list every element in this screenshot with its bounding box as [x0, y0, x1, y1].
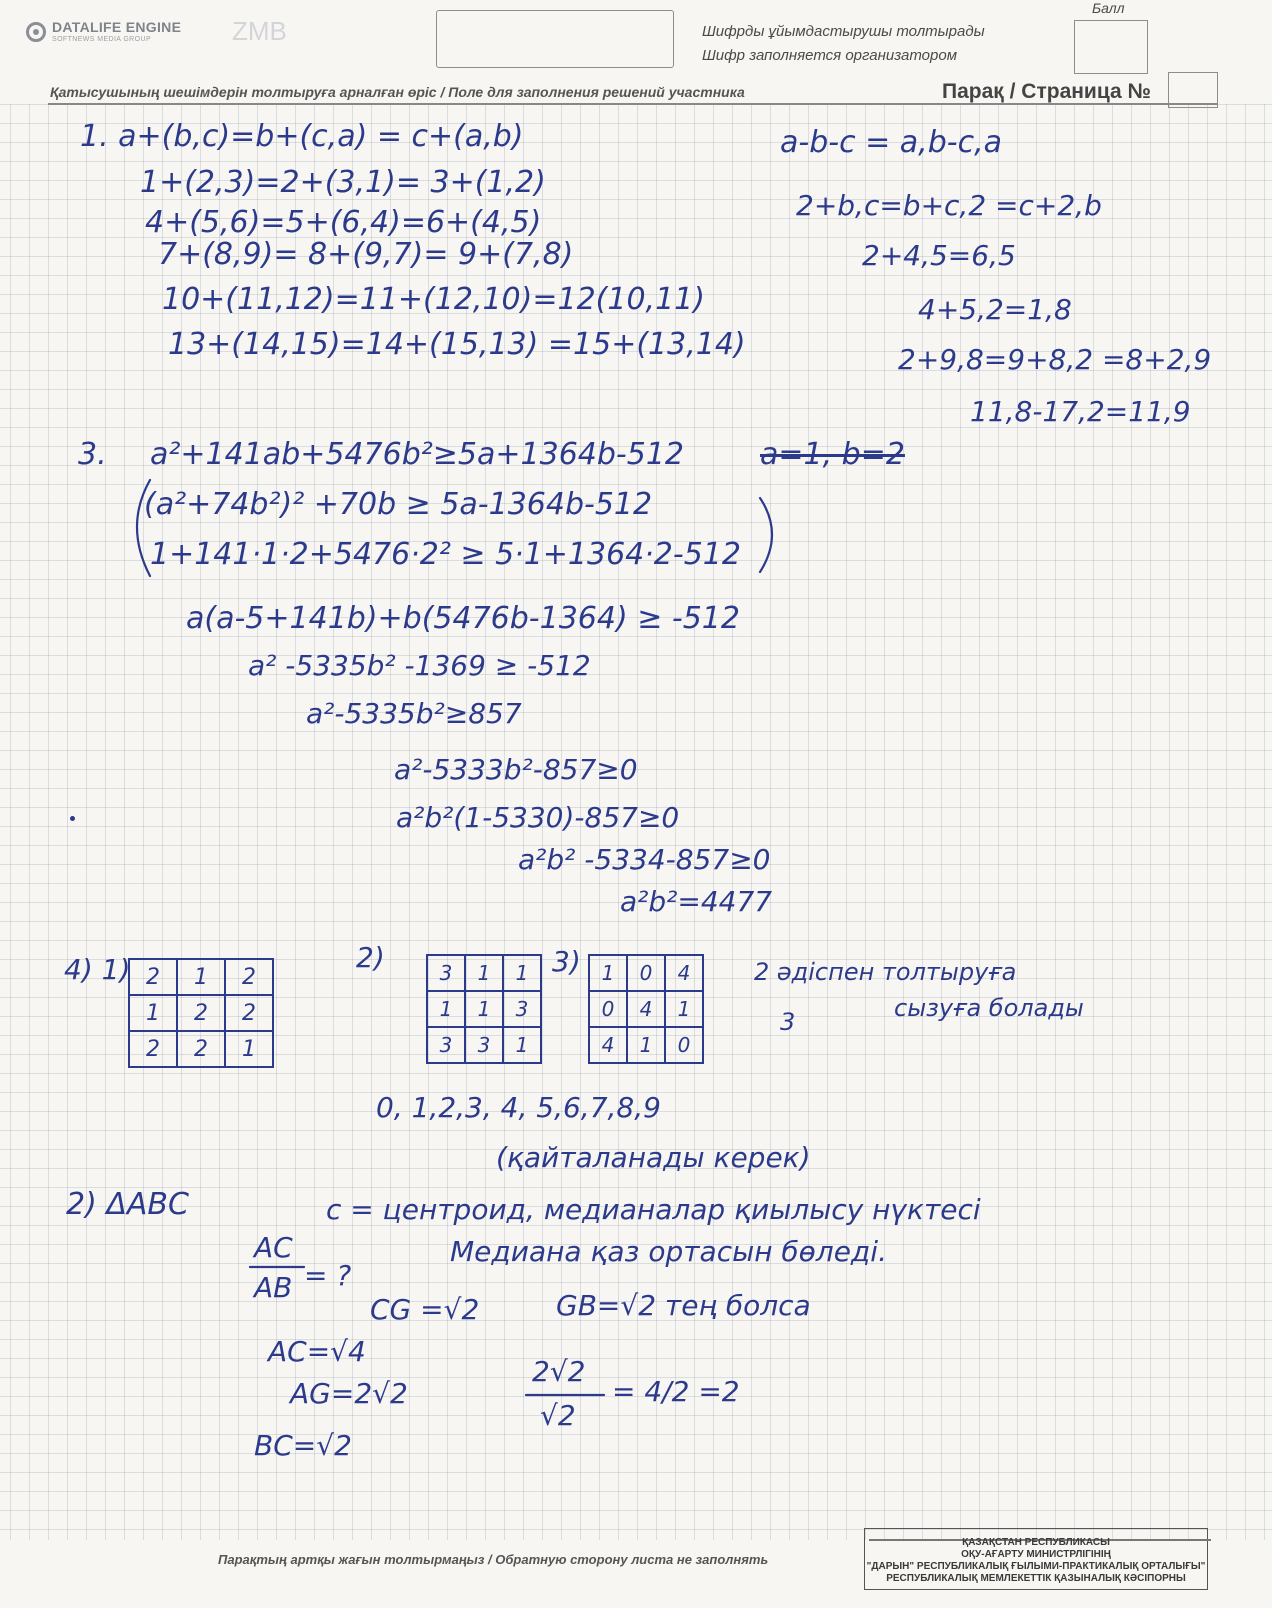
datalife-logo: [26, 20, 181, 43]
p2-ag: AG=2√2: [290, 1377, 408, 1410]
p1-line-1: 1. a+(b,c)=b+(c,a) = c+(a,b): [80, 119, 524, 154]
p1-right-5: 2+9,8=9+8,2 =8+2,9: [898, 343, 1212, 376]
p2-result-bottom: √2: [540, 1399, 576, 1432]
cipher-line-ru: Шифр заполняется организатором: [702, 47, 957, 64]
p4-grid-2: [426, 954, 542, 1064]
p3-line-inequality: a²+141ab+5476b²≥5a+1364b-512: [150, 437, 685, 472]
p2-result-bar: [524, 1392, 608, 1398]
grid-cell: 2: [177, 1031, 225, 1067]
grid-cell: 3: [427, 955, 465, 991]
grid-cell: 0: [589, 991, 627, 1027]
p1-line-6: 13+(14,15)=14+(15,13) =15+(13,14): [168, 327, 746, 362]
grid-cell: 1: [427, 991, 465, 1027]
grid-cell: 2: [129, 959, 177, 995]
grid-cell: 1: [129, 995, 177, 1031]
grid-cell: 4: [589, 1027, 627, 1063]
grid-cell: 2: [129, 1031, 177, 1067]
watermark: ZMB: [232, 16, 287, 46]
grid-cell: 2: [225, 995, 273, 1031]
grid-cell: 3: [465, 1027, 503, 1063]
logo-subtitle: SOFTNEWS MEDIA GROUP: [52, 36, 152, 43]
p2-frac-bottom: AB: [254, 1271, 293, 1304]
p1-line-5: 10+(11,12)=11+(12,10)=12(10,11): [162, 282, 705, 317]
p3-values: a=1, b=2: [760, 437, 905, 472]
grid-cell: 1: [465, 991, 503, 1027]
logo-title: DATALIFE ENGINE: [52, 19, 182, 35]
p3-line-10: a²b²=4477: [620, 885, 773, 918]
p2-cg: CG =√2: [370, 1293, 480, 1326]
p2-result-top: 2√2: [532, 1355, 586, 1388]
cipher-box: [436, 10, 674, 68]
grid-cell: 1: [225, 1031, 273, 1067]
grid-cell: 3: [427, 1027, 465, 1063]
p4-number: 4) 1): [64, 953, 131, 986]
p1-right-6: 11,8-17,2=11,9: [970, 395, 1191, 428]
ink-dot: [70, 816, 75, 821]
p4-caption: (қайталанады керек): [496, 1141, 811, 1174]
grid-cell: 3: [503, 991, 541, 1027]
p2-line-centroid: c = центроид, медианалар қиылысу нүктесі: [326, 1193, 981, 1226]
organization-stamp: [864, 1528, 1208, 1590]
p1-line-3: 4+(5,6)=5+(6,4)=6+(4,5): [145, 205, 542, 240]
p3-line-7: a²-5333b²-857≥0: [394, 753, 638, 786]
p2-header: 2) ΔABC: [66, 1187, 189, 1222]
grid-cell: 1: [503, 955, 541, 991]
grid-cell: 1: [627, 1027, 665, 1063]
p1-line-2: 1+(2,3)=2+(3,1)= 3+(1,2): [140, 165, 546, 200]
p1-right-4: 4+5,2=1,8: [918, 293, 1072, 326]
cipher-instructions: [702, 20, 985, 68]
p3-line-3: 1+141·1·2+5476·2² ≥ 5·1+1364·2-512: [150, 537, 741, 572]
p2-frac-top: AC: [254, 1231, 293, 1264]
cipher-line-kz: Шифрды ұйымдастырушы толтырады: [702, 23, 985, 40]
grid-cell: 1: [503, 1027, 541, 1063]
p2-frac-bar: [248, 1264, 308, 1270]
p4-note-3: сызуға болады: [894, 994, 1084, 1022]
p2-line-median: Медиана қаз ортасын бөледі.: [450, 1235, 887, 1268]
p4-number-2: 2): [356, 941, 385, 974]
p2-gb: GB=√2 тең болса: [556, 1289, 811, 1322]
stamp-line: РЕСПУБЛИКАЛЫҚ МЕМЛЕКЕТТІК ҚАЗЫНАЛЫҚ КӘСІПОРНЫ: [886, 1573, 1186, 1584]
grid-cell: 4: [665, 955, 703, 991]
p2-frac-question: = ?: [304, 1259, 352, 1292]
grid-cell: 2: [225, 959, 273, 995]
score-box: [1074, 20, 1148, 74]
grid-cell: 1: [465, 955, 503, 991]
p2-result-tail: = 4/2 =2: [612, 1375, 740, 1408]
stamp-line: "ДАРЫН" РЕСПУБЛИКАЛЫҚ ҒЫЛЫМИ-ПРАКТИКАЛЫҚ ОРТАЛЫҒЫ": [866, 1561, 1206, 1572]
p2-ac: AC=√4: [268, 1335, 366, 1368]
p4-number-3: 3): [552, 945, 581, 978]
p3-number: 3.: [78, 437, 107, 472]
p1-right-3: 2+4,5=6,5: [862, 239, 1016, 272]
grid-cell: 0: [665, 1027, 703, 1063]
p2-bc: BC=√2: [254, 1429, 352, 1462]
p4-digits: 0, 1,2,3, 4, 5,6,7,8,9: [376, 1091, 661, 1124]
grid-cell: 1: [177, 959, 225, 995]
stamp-line: ОҚУ-АҒАРТУ МИНИСТРЛІГІНІҢ: [961, 1549, 1111, 1560]
footer-note: Парақтың артқы жағын толтырмаңыз / Обратную сторону листа не заполнять: [218, 1552, 769, 1567]
p4-note-1: 2 әдіспен толтыруға: [754, 958, 1017, 986]
grid-cell: 4: [627, 991, 665, 1027]
logo-icon: [26, 22, 46, 42]
p3-line-9: a²b² -5334-857≥0: [518, 843, 771, 876]
field-label: Қатысушының шешімдерін толтыруға арналған өріс / Поле для заполнения решений участника: [50, 84, 745, 100]
p3-bracket: [120, 476, 800, 586]
p3-line-2: (a²+74b²)² +70b ≥ 5a-1364b-512: [144, 487, 653, 522]
grid-cell: 0: [627, 955, 665, 991]
grid-cell: 2: [177, 995, 225, 1031]
grid-cell: 1: [589, 955, 627, 991]
p3-line-6: a²-5335b²≥857: [306, 697, 522, 730]
grid-cell: 1: [665, 991, 703, 1027]
p1-right-2: 2+b,c=b+c,2 =c+2,b: [796, 189, 1102, 222]
p4-grid-3: [588, 954, 704, 1064]
header-divider: [48, 103, 1218, 105]
p4-note-2: 3: [780, 1008, 796, 1036]
stamp-line: ҚАЗАҚСТАН РЕСПУБЛИКАСЫ: [962, 1537, 1110, 1548]
p3-line-5: a² -5335b² -1369 ≥ -512: [248, 649, 591, 682]
p1-line-4: 7+(8,9)= 8+(9,7)= 9+(7,8): [158, 237, 574, 272]
p4-grid-1: [128, 958, 274, 1068]
p3-line-8: a²b²(1-5330)-857≥0: [396, 801, 680, 834]
p3-line-4: a(a-5+141b)+b(5476b-1364) ≥ -512: [186, 601, 740, 636]
page-number-label: Парақ / Страница №: [942, 80, 1151, 103]
p1-right-1: a-b-c = a,b-c,a: [780, 125, 1002, 160]
score-label: Балл: [1092, 0, 1125, 16]
